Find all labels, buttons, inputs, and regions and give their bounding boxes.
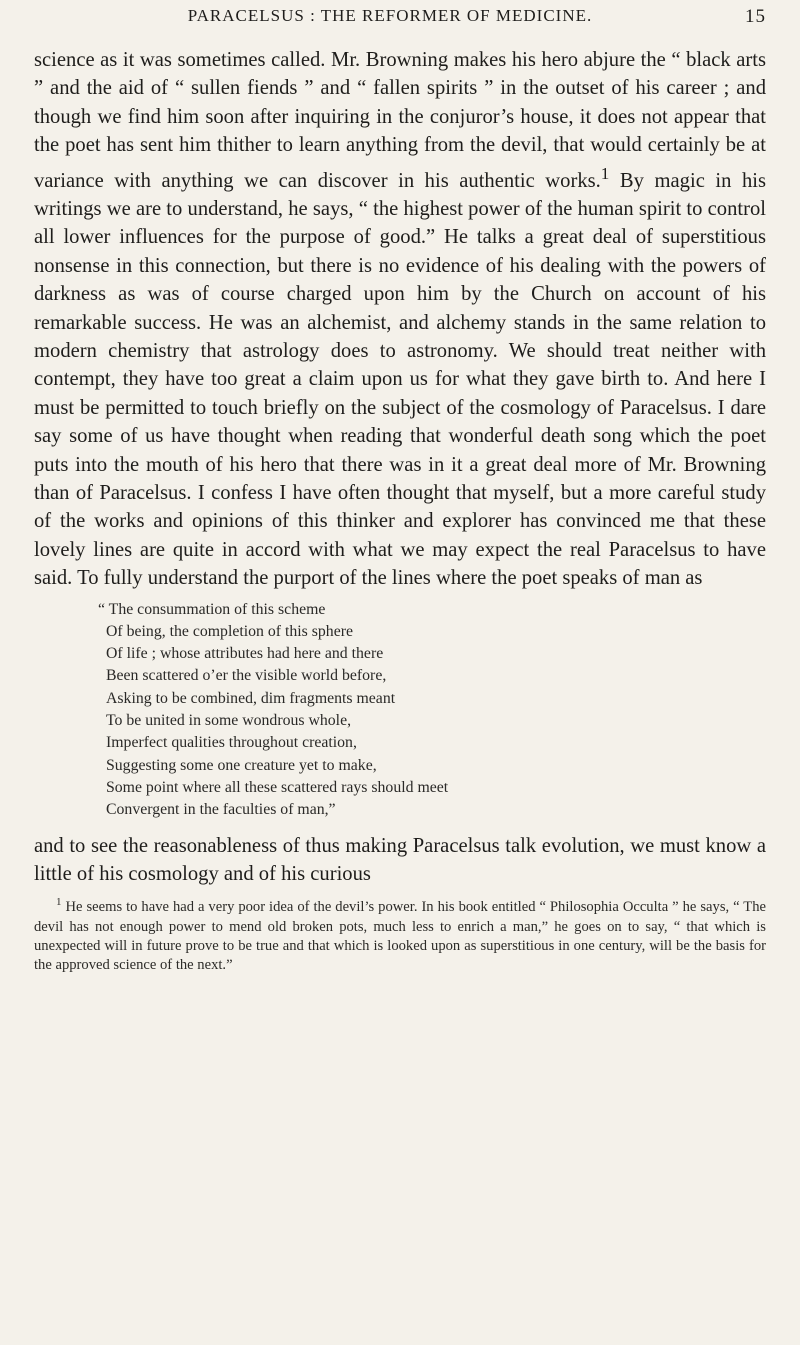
footnote-text: He seems to have had a very poor idea of the devil’s power. In his book entitled “ Philosophia Occulta ” he says, “ The devil has not enough power to mend old broken pots, much less to enrich a man,” he goes on to say, “ that which is unexpected will in future prove to be true and that which is looked upon as superstitious in one century, will be the basis for the approved science of the next.” — [34, 899, 766, 974]
paragraph-text-part1: science as it was sometimes called. Mr. Browning makes his hero abjure the “ black arts ” and the aid of “ sullen fiends ” and “ fallen spirits ” in the outset of his career ; and though we find him soon after inquiring in the conjuror’s house, it does not appear that the poet has sent him thither to learn anything from the devil, that would certainly be at variance with anything we can discover in his authentic works. — [34, 49, 766, 192]
page-number: 15 — [745, 6, 766, 27]
verse-line: Of being, the completion of this sphere — [106, 622, 353, 640]
paragraph-text-part2: By magic in his writings we are to understand, he says, “ the highest power of the human spirit to control all lower influences for the purpose of good.” He talks a great deal of superstitious nonsense in this connection, but there is no evidence of his dealing with the powers of darkness as was of course charged upon him by the Church on account of his remarkable success. He was an alchemist, and alchemy stands in the same relation to modern chemistry that astrology does to astronomy. We should treat neither with contempt, they have too great a claim upon us for what they gave birth to. And here I must be permitted to touch briefly on the subject of the cosmology of Paracelsus. I dare say some of us have thought when reading that wonderful death song which the poet puts into the mouth of his hero that there was in it a great deal more of Mr. Browning than of Paracelsus. I confess I have often thought that myself, but a more careful study of the works and opinions of this thinker and explorer has convinced me that these lovely lines are quite in accord with what we may expect the real Paracelsus to have said. To fully understand the purport of the lines where the poet speaks of man as — [34, 169, 767, 590]
verse-line: “ The consummation of this scheme — [98, 600, 326, 618]
verse-quotation — [98, 599, 766, 822]
verse-line: Convergent in the faculties of man,” — [106, 801, 336, 819]
running-head — [34, 6, 766, 38]
running-head-title: PARACELSUS : THE REFORMER OF MEDICINE. — [187, 6, 593, 25]
verse-line: To be united in some wondrous whole, — [106, 712, 352, 730]
footnote-marker: 1 — [56, 896, 62, 909]
verse-line: Of life ; whose attributes had here and there — [106, 645, 384, 663]
body-paragraph — [34, 46, 766, 593]
verse-line: Been scattered o’er the visible world before, — [106, 667, 387, 685]
footnote-reference: 1 — [600, 163, 610, 183]
continuation-paragraph: and to see the reasonableness of thus making Paracelsus talk evolution, we must know a little of his cosmology and of his curious — [34, 834, 766, 885]
verse-line: Some point where all these scattered rays should meet — [106, 778, 449, 796]
footnote — [34, 898, 766, 975]
verse-line: Asking to be combined, dim fragments meant — [106, 689, 396, 707]
verse-line: Suggesting some one creature yet to make, — [106, 756, 377, 774]
verse-line: Imperfect qualities throughout creation, — [106, 734, 357, 752]
